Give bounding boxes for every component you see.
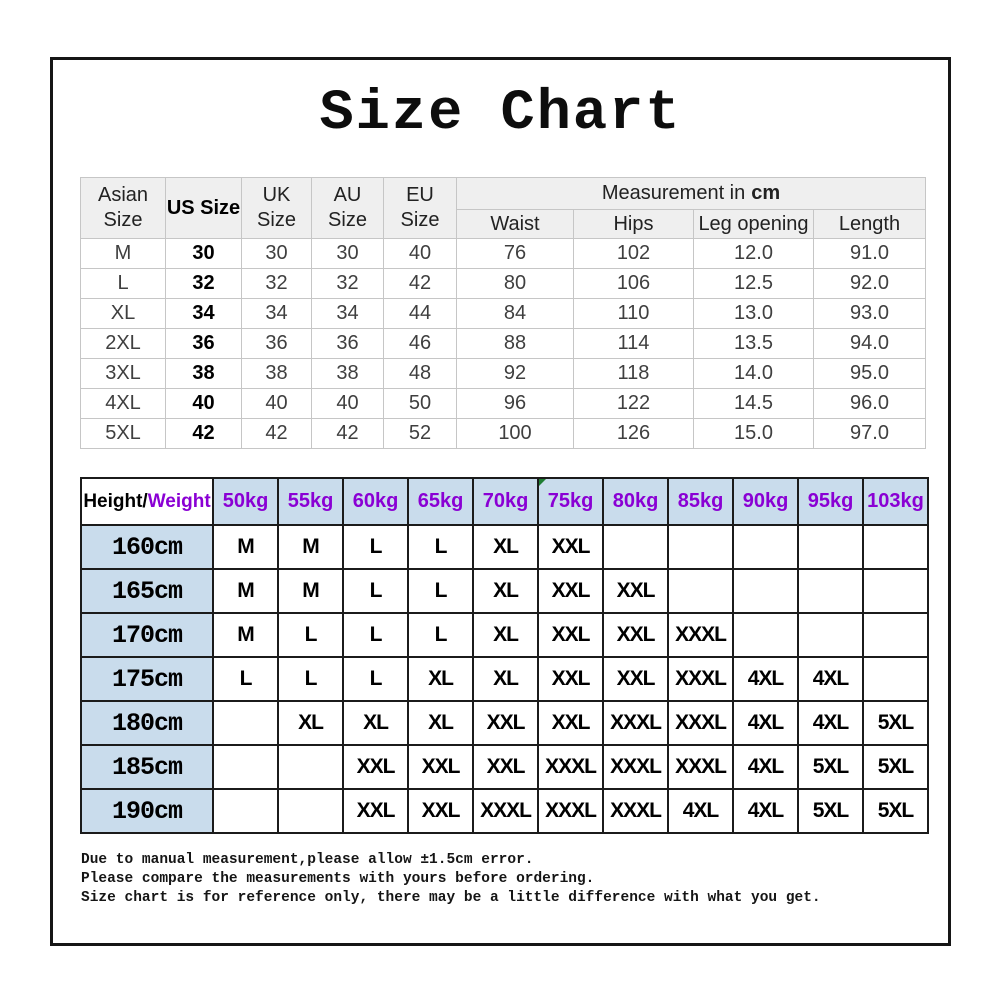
size-cell: 42 xyxy=(242,419,312,449)
size-cell: 46 xyxy=(384,329,457,359)
rec-size-cell: 4XL xyxy=(798,701,863,745)
size-cell: 40 xyxy=(384,239,457,269)
rec-size-cell xyxy=(798,613,863,657)
size-cell: 30 xyxy=(312,239,384,269)
rec-size-cell: XXL xyxy=(343,745,408,789)
table-row xyxy=(81,789,928,833)
measurement-label: Measurement in xyxy=(601,182,746,204)
col-header-leg-opening: Leg opening xyxy=(694,210,814,239)
size-cell: 34 xyxy=(242,299,312,329)
measure-cell: 114 xyxy=(574,329,694,359)
rec-size-cell: XXXL xyxy=(668,657,733,701)
rec-size-cell: XL xyxy=(408,701,473,745)
measure-cell: 93.0 xyxy=(814,299,926,329)
rec-size-cell: M xyxy=(213,613,278,657)
table-row xyxy=(81,613,928,657)
size-cell: 44 xyxy=(384,299,457,329)
size-cell: 38 xyxy=(166,359,242,389)
measure-cell: 118 xyxy=(574,359,694,389)
rec-size-cell: XL xyxy=(473,525,538,569)
rec-size-cell: XXL xyxy=(408,745,473,789)
col-header-hips: Hips xyxy=(574,210,694,239)
size-cell: 38 xyxy=(312,359,384,389)
table-row xyxy=(81,525,928,569)
rec-size-cell xyxy=(733,569,798,613)
rec-size-cell xyxy=(278,789,343,833)
measure-cell: 14.5 xyxy=(694,389,814,419)
rec-size-cell: L xyxy=(278,613,343,657)
rec-size-cell: XXL xyxy=(343,789,408,833)
measure-cell: 122 xyxy=(574,389,694,419)
col-header-50kg: 50kg xyxy=(213,478,278,525)
size-cell: 36 xyxy=(242,329,312,359)
rec-size-cell xyxy=(668,569,733,613)
rec-size-cell: L xyxy=(408,525,473,569)
rec-size-cell: L xyxy=(343,569,408,613)
col-header-65kg: 65kg xyxy=(408,478,473,525)
height-cell: 160cm xyxy=(81,525,213,569)
measure-cell: 88 xyxy=(457,329,574,359)
col-header-asian-size: Asian Size xyxy=(81,178,166,239)
rec-size-cell: XXXL xyxy=(668,745,733,789)
col-header-85kg: 85kg xyxy=(668,478,733,525)
rec-size-cell: L xyxy=(343,657,408,701)
col-header-uk-size: UK Size xyxy=(242,178,312,239)
rec-size-cell xyxy=(603,525,668,569)
col-header-eu-size: EU Size xyxy=(384,178,457,239)
height-weight-table xyxy=(80,477,929,834)
rec-size-cell xyxy=(798,569,863,613)
rec-size-cell: XXL xyxy=(473,701,538,745)
rec-size-cell: XXL xyxy=(603,613,668,657)
rec-size-cell xyxy=(798,525,863,569)
size-cell: 38 xyxy=(242,359,312,389)
measure-cell: 13.5 xyxy=(694,329,814,359)
rec-size-cell: L xyxy=(343,525,408,569)
rec-size-cell: XL xyxy=(473,657,538,701)
rec-size-cell: M xyxy=(213,569,278,613)
rec-size-cell: 4XL xyxy=(668,789,733,833)
col-header-80kg: 80kg xyxy=(603,478,668,525)
size-cell: 2XL xyxy=(81,329,166,359)
measure-cell: 14.0 xyxy=(694,359,814,389)
rec-size-cell: L xyxy=(408,613,473,657)
international-size-table xyxy=(80,177,926,449)
rec-size-cell xyxy=(213,789,278,833)
rec-size-cell: 4XL xyxy=(733,701,798,745)
rec-size-cell xyxy=(863,525,928,569)
rec-size-cell: XXL xyxy=(408,789,473,833)
measure-cell: 84 xyxy=(457,299,574,329)
rec-size-cell: M xyxy=(213,525,278,569)
size-cell: 5XL xyxy=(81,419,166,449)
rec-size-cell: L xyxy=(278,657,343,701)
col-header-us-size: US Size xyxy=(166,178,242,239)
col-header-measurement xyxy=(457,178,926,210)
table-row xyxy=(81,269,926,299)
size-cell: 36 xyxy=(312,329,384,359)
table-row xyxy=(81,299,926,329)
rec-size-cell: XXL xyxy=(538,657,603,701)
height-cell: 185cm xyxy=(81,745,213,789)
measure-cell: 95.0 xyxy=(814,359,926,389)
size-cell: 32 xyxy=(166,269,242,299)
rec-size-cell xyxy=(863,657,928,701)
height-cell: 175cm xyxy=(81,657,213,701)
table-row xyxy=(81,419,926,449)
rec-size-cell: 4XL xyxy=(733,789,798,833)
size-cell: XL xyxy=(81,299,166,329)
measure-cell: 91.0 xyxy=(814,239,926,269)
col-header-103kg: 103kg xyxy=(863,478,928,525)
height-cell: 190cm xyxy=(81,789,213,833)
height-cell: 180cm xyxy=(81,701,213,745)
cell-corner-marker xyxy=(539,479,546,486)
col-header-75kg-label: 75kg xyxy=(547,490,594,512)
measure-cell: 96.0 xyxy=(814,389,926,419)
rec-size-cell: XXL xyxy=(473,745,538,789)
corner-header-height-weight xyxy=(81,478,213,525)
rec-size-cell: XXXL xyxy=(538,745,603,789)
size-cell: 34 xyxy=(312,299,384,329)
rec-size-cell xyxy=(863,569,928,613)
border-frame xyxy=(50,57,951,946)
size-cell: 36 xyxy=(166,329,242,359)
measure-cell: 92 xyxy=(457,359,574,389)
measure-cell: 97.0 xyxy=(814,419,926,449)
measure-cell: 80 xyxy=(457,269,574,299)
rec-size-cell: 4XL xyxy=(733,745,798,789)
size-cell: 30 xyxy=(166,239,242,269)
table-row xyxy=(81,569,928,613)
measure-cell: 100 xyxy=(457,419,574,449)
rec-size-cell: 5XL xyxy=(863,789,928,833)
rec-size-cell xyxy=(863,613,928,657)
measure-cell: 102 xyxy=(574,239,694,269)
rec-size-cell: XXXL xyxy=(538,789,603,833)
col-header-au-size: AU Size xyxy=(312,178,384,239)
measurement-unit: cm xyxy=(751,182,781,204)
table-row xyxy=(81,359,926,389)
height-cell: 170cm xyxy=(81,613,213,657)
col-header-60kg: 60kg xyxy=(343,478,408,525)
rec-size-cell: XXXL xyxy=(668,613,733,657)
rec-size-cell xyxy=(213,701,278,745)
measure-cell: 96 xyxy=(457,389,574,419)
rec-size-cell xyxy=(733,525,798,569)
note-line: Size chart is for reference only, there may be a little difference with what you get. xyxy=(81,890,821,906)
rec-size-cell: 4XL xyxy=(733,657,798,701)
size-cell: 42 xyxy=(384,269,457,299)
rec-size-cell: 5XL xyxy=(798,745,863,789)
measure-cell: 12.5 xyxy=(694,269,814,299)
rec-size-cell: XL xyxy=(343,701,408,745)
rec-size-cell: 5XL xyxy=(863,745,928,789)
rec-size-cell xyxy=(733,613,798,657)
rec-size-cell: L xyxy=(408,569,473,613)
measure-cell: 92.0 xyxy=(814,269,926,299)
table-row xyxy=(81,701,928,745)
table-row xyxy=(81,239,926,269)
measure-cell: 106 xyxy=(574,269,694,299)
col-header-95kg: 95kg xyxy=(798,478,863,525)
rec-size-cell: M xyxy=(278,569,343,613)
rec-size-cell: XL xyxy=(473,569,538,613)
col-header-75kg xyxy=(538,478,603,525)
rec-size-cell: XXL xyxy=(603,657,668,701)
table-row xyxy=(81,657,928,701)
size-cell: 48 xyxy=(384,359,457,389)
rec-size-cell xyxy=(668,525,733,569)
col-header-length: Length xyxy=(814,210,926,239)
rec-size-cell: XXL xyxy=(538,525,603,569)
size-cell: 50 xyxy=(384,389,457,419)
rec-size-cell: XXL xyxy=(603,569,668,613)
col-header-70kg: 70kg xyxy=(473,478,538,525)
col-header-waist: Waist xyxy=(457,210,574,239)
page-title: Size Chart xyxy=(319,82,682,146)
note-line: Due to manual measurement,please allow ±1.5cm error. xyxy=(81,852,534,868)
disclaimer-notes xyxy=(81,851,821,908)
measure-cell: 110 xyxy=(574,299,694,329)
weight-label: Weight xyxy=(147,490,211,512)
size-cell: 3XL xyxy=(81,359,166,389)
size-cell: 40 xyxy=(166,389,242,419)
measure-cell: 76 xyxy=(457,239,574,269)
height-cell: 165cm xyxy=(81,569,213,613)
rec-size-cell: XL xyxy=(278,701,343,745)
rec-size-cell: 5XL xyxy=(863,701,928,745)
size-cell: 4XL xyxy=(81,389,166,419)
size-cell: 34 xyxy=(166,299,242,329)
measure-cell: 15.0 xyxy=(694,419,814,449)
size-cell: M xyxy=(81,239,166,269)
size-cell: L xyxy=(81,269,166,299)
table-row xyxy=(81,329,926,359)
rec-size-cell: XXXL xyxy=(473,789,538,833)
rec-size-cell: XL xyxy=(408,657,473,701)
rec-size-cell xyxy=(213,745,278,789)
rec-size-cell xyxy=(278,745,343,789)
measure-cell: 126 xyxy=(574,419,694,449)
col-header-55kg: 55kg xyxy=(278,478,343,525)
size-cell: 40 xyxy=(242,389,312,419)
size-cell: 42 xyxy=(312,419,384,449)
size-cell: 32 xyxy=(242,269,312,299)
rec-size-cell: XXXL xyxy=(603,789,668,833)
table-row xyxy=(81,745,928,789)
rec-size-cell: XXL xyxy=(538,613,603,657)
rec-size-cell: XXXL xyxy=(668,701,733,745)
rec-size-cell: M xyxy=(278,525,343,569)
col-header-90kg: 90kg xyxy=(733,478,798,525)
size-cell: 30 xyxy=(242,239,312,269)
rec-size-cell: XXL xyxy=(538,569,603,613)
rec-size-cell: 4XL xyxy=(798,657,863,701)
note-line: Please compare the measurements with yours before ordering. xyxy=(81,871,595,887)
rec-size-cell: XXL xyxy=(538,701,603,745)
size-cell: 52 xyxy=(384,419,457,449)
measure-cell: 94.0 xyxy=(814,329,926,359)
rec-size-cell: L xyxy=(213,657,278,701)
size-cell: 42 xyxy=(166,419,242,449)
size-cell: 40 xyxy=(312,389,384,419)
rec-size-cell: 5XL xyxy=(798,789,863,833)
height-label: Height/ xyxy=(83,490,148,512)
size-cell: 32 xyxy=(312,269,384,299)
rec-size-cell: L xyxy=(343,613,408,657)
rec-size-cell: XXXL xyxy=(603,745,668,789)
rec-size-cell: XXXL xyxy=(603,701,668,745)
measure-cell: 12.0 xyxy=(694,239,814,269)
measure-cell: 13.0 xyxy=(694,299,814,329)
rec-size-cell: XL xyxy=(473,613,538,657)
table-row xyxy=(81,389,926,419)
